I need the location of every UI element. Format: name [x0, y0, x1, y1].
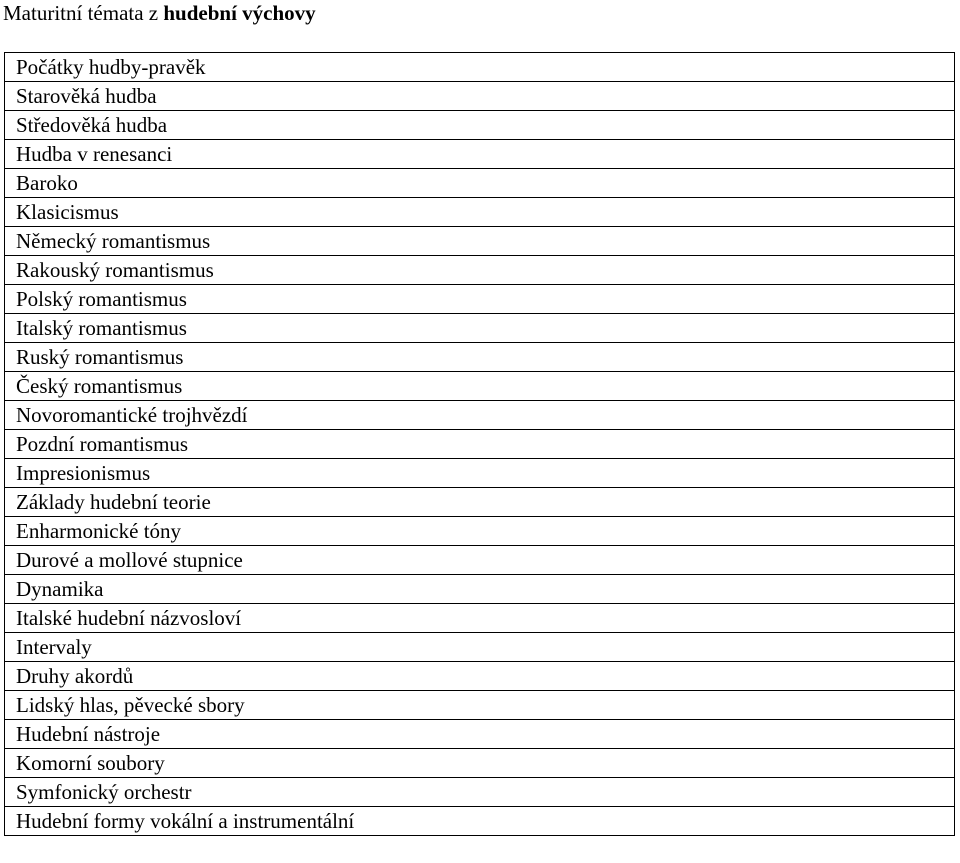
table-row [5, 285, 955, 314]
topic-cell: Impresionismus [5, 459, 955, 488]
topic-cell: Rakouský romantismus [5, 256, 955, 285]
table-row [5, 401, 955, 430]
topic-cell: Baroko [5, 169, 955, 198]
table-row [5, 604, 955, 633]
topic-cell: Komorní soubory [5, 749, 955, 778]
table-row [5, 517, 955, 546]
topics-table [4, 52, 955, 836]
table-row [5, 691, 955, 720]
topic-cell: Symfonický orchestr [5, 778, 955, 807]
topic-cell: Klasicismus [5, 198, 955, 227]
table-row [5, 662, 955, 691]
table-row [5, 778, 955, 807]
topic-cell: Hudba v renesanci [5, 140, 955, 169]
topic-cell: Český romantismus [5, 372, 955, 401]
topic-cell: Druhy akordů [5, 662, 955, 691]
table-row [5, 256, 955, 285]
table-row [5, 314, 955, 343]
topic-cell: Italský romantismus [5, 314, 955, 343]
table-row [5, 227, 955, 256]
topic-cell: Intervaly [5, 633, 955, 662]
topic-cell: Polský romantismus [5, 285, 955, 314]
topic-cell: Novoromantické trojhvězdí [5, 401, 955, 430]
topic-cell: Německý romantismus [5, 227, 955, 256]
topic-cell: Starověká hudba [5, 82, 955, 111]
table-row [5, 169, 955, 198]
topic-cell: Hudební nástroje [5, 720, 955, 749]
table-row [5, 720, 955, 749]
topic-cell: Durové a mollové stupnice [5, 546, 955, 575]
table-row [5, 140, 955, 169]
table-row [5, 546, 955, 575]
topic-cell: Pozdní romantismus [5, 430, 955, 459]
topic-cell: Enharmonické tóny [5, 517, 955, 546]
table-row [5, 111, 955, 140]
table-row [5, 372, 955, 401]
topic-cell: Středověká hudba [5, 111, 955, 140]
topic-cell: Počátky hudby-pravěk [5, 53, 955, 82]
table-row [5, 198, 955, 227]
table-row [5, 53, 955, 82]
table-row [5, 575, 955, 604]
document-title-prefix: Maturitní témata z [3, 1, 164, 25]
topic-cell: Ruský romantismus [5, 343, 955, 372]
topic-cell: Hudební formy vokální a instrumentální [5, 807, 955, 836]
document-title [3, 0, 316, 26]
table-row [5, 82, 955, 111]
table-row [5, 807, 955, 836]
table-row [5, 430, 955, 459]
table-row [5, 633, 955, 662]
table-row [5, 343, 955, 372]
topic-cell: Lidský hlas, pěvecké sbory [5, 691, 955, 720]
table-row [5, 488, 955, 517]
document-title-subject: hudební výchovy [163, 1, 316, 25]
topic-cell: Dynamika [5, 575, 955, 604]
topic-cell: Základy hudební teorie [5, 488, 955, 517]
topics-table-body [5, 53, 955, 836]
table-row [5, 459, 955, 488]
table-row [5, 749, 955, 778]
topic-cell: Italské hudební názvosloví [5, 604, 955, 633]
